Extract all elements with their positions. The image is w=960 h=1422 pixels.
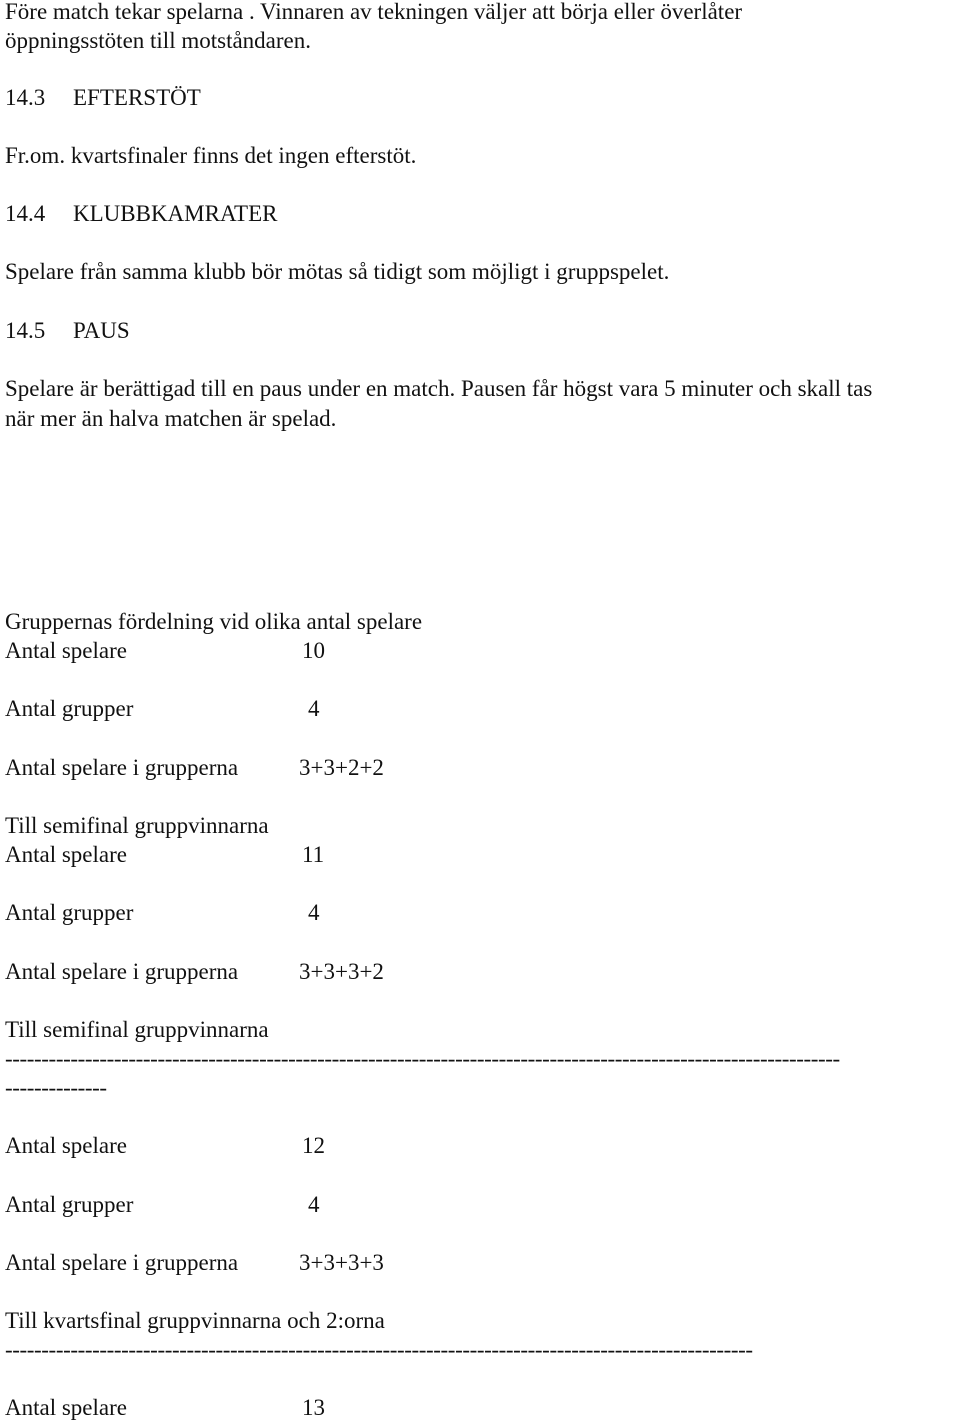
distribution-value: 3+3+3+3 (299, 1250, 384, 1275)
players-label: Antal spelare (5, 842, 127, 867)
players-label: Antal spelare (5, 1395, 127, 1420)
config-players-row (5, 1393, 325, 1422)
section-14-4-heading (5, 199, 277, 228)
distribution-label: Antal spelare i grupperna (5, 959, 239, 984)
config-players-row (5, 1131, 325, 1160)
config-groups-row (5, 1190, 320, 1219)
players-label: Antal spelare (5, 638, 127, 663)
section-14-3-heading (5, 83, 201, 112)
distribution-value: 3+3+3+2 (299, 959, 384, 984)
section-14-5-text-line-1: Spelare är berättigad till en paus under en match. Pausen får högst vara 5 minuter och skall tas (5, 376, 873, 401)
section-title: EFTERSTÖT (73, 85, 201, 110)
config-distribution-row (5, 753, 384, 782)
config-advancement: Till semifinal gruppvinnarna (5, 1017, 269, 1042)
section-title: KLUBBKAMRATER (73, 201, 278, 226)
groups-label: Antal grupper (5, 900, 134, 925)
config-distribution-row (5, 957, 384, 986)
groups-label: Antal grupper (5, 1192, 134, 1217)
section-14-5-heading (5, 316, 130, 345)
separator-line-continuation: -------------- (5, 1075, 107, 1100)
players-label: Antal spelare (5, 1133, 127, 1158)
separator-line: ------------------------------------------------------------------------------------------------------- (5, 1337, 753, 1362)
players-value: 10 (302, 638, 325, 663)
section-number: 14.5 (5, 318, 46, 343)
separator-line: ------------------------------------------------------------------------------------------------------------------- (5, 1046, 840, 1071)
config-groups-row (5, 694, 320, 723)
config-players-row (5, 636, 325, 665)
section-number: 14.3 (5, 85, 46, 110)
section-number: 14.4 (5, 201, 46, 226)
distribution-label: Antal spelare i grupperna (5, 1250, 239, 1275)
groups-label: Antal grupper (5, 696, 134, 721)
section-title: PAUS (73, 318, 130, 343)
distribution-label: Antal spelare i grupperna (5, 755, 239, 780)
distribution-value: 3+3+2+2 (299, 755, 384, 780)
players-value: 13 (302, 1395, 325, 1420)
config-distribution-row (5, 1248, 384, 1277)
config-groups-row (5, 898, 320, 927)
config-advancement: Till kvartsfinal gruppvinnarna och 2:orna (5, 1308, 385, 1333)
config-advancement: Till semifinal gruppvinnarna (5, 813, 269, 838)
section-14-3-text: Fr.om. kvartsfinaler finns det ingen efterstöt. (5, 143, 417, 168)
players-value: 12 (302, 1133, 325, 1158)
groups-title: Gruppernas fördelning vid olika antal spelare (5, 609, 423, 634)
players-value: 11 (302, 842, 325, 867)
groups-value: 4 (308, 1192, 320, 1217)
intro-line-1: Före match tekar spelarna . Vinnaren av tekningen väljer att börja eller överlåter (5, 0, 743, 24)
config-players-row (5, 840, 325, 869)
section-14-5-text-line-2: när mer än halva matchen är spelad. (5, 406, 337, 431)
section-14-4-text: Spelare från samma klubb bör mötas så tidigt som möjligt i gruppspelet. (5, 259, 670, 284)
groups-value: 4 (308, 900, 320, 925)
groups-value: 4 (308, 696, 320, 721)
intro-line-2: öppningsstöten till motståndaren. (5, 28, 311, 53)
